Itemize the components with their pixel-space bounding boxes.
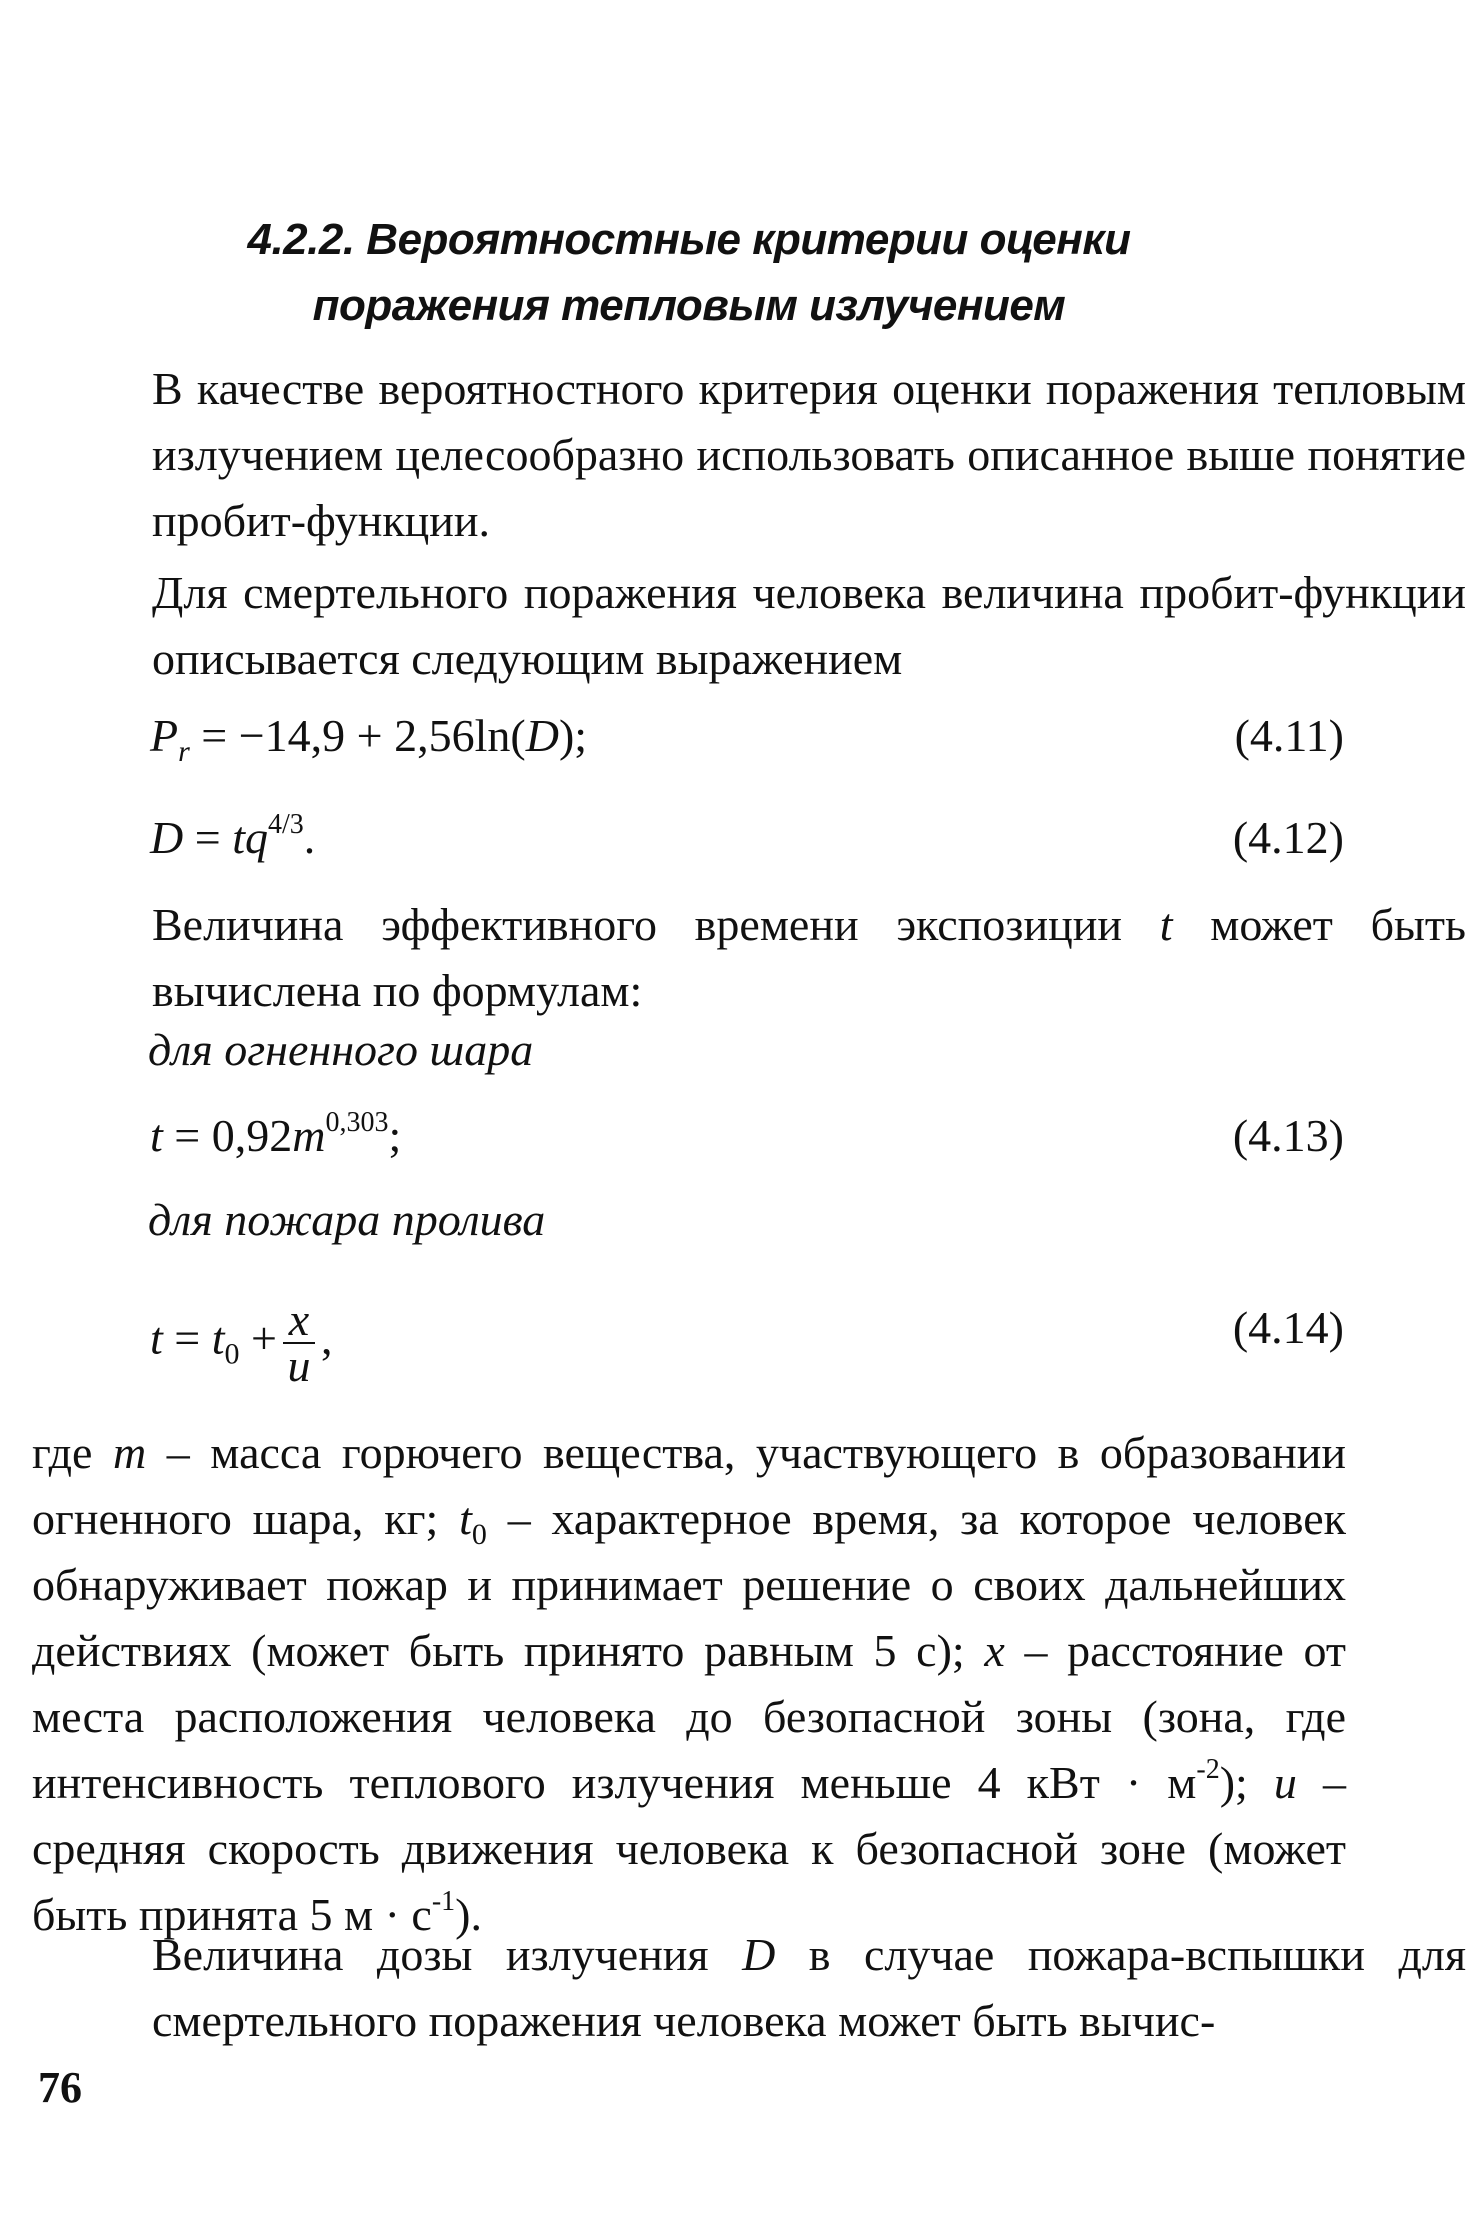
equation-number-4-14: (4.14): [1232, 1302, 1344, 1353]
fraction-x-over-u: $\frac{x}{u}$: [283, 1298, 315, 1388]
page-number: 76: [38, 2063, 82, 2112]
paragraph-variable-definitions: где m – масса горючего вещества, участвующего в образовании огненного шара, кг; $t_0$ – характерное время, за которое человек обнаруживает пожар и принимает решение о своих дальнейших действиях (может быть принято равным 5 с); x – расстояние от места расположения человека до безопасной зоны (зона, где интенсивность теплового излучения меньше 4 кВт · $м^{-2}$); u – средняя скорость движения человека к безопасной зоне (может быть принята 5 $м \cdot с^{-1}$).: [32, 1427, 1347, 1940]
label-spill-fire: для пожара пролива: [148, 1194, 546, 1245]
equation-number-4-13: (4.13): [1232, 1110, 1344, 1161]
formula-4-11: $P_r = -14,9 + 2,56\ln(D)$;: [150, 710, 588, 768]
equation-number-4-11: (4.11): [1234, 710, 1344, 761]
paragraph-radiation-dose: Величина дозы излучения D в случае пожара-вспышки для смертельного поражения человека может быть вычис-: [152, 1929, 1466, 2046]
paragraph-probit: Для смертельного поражения человека величина пробит-функции описывается следующим выражением: [152, 567, 1466, 684]
paragraph-exposure-time: Величина эффективного времени экспозиции t может быть вычислена по формулам:: [152, 899, 1466, 1016]
section-heading-line1: 4.2.2. Вероятностные критерии оценки: [247, 215, 1131, 264]
formula-4-13: $t = 0,92m^{0,303}$;: [150, 1107, 402, 1161]
section-heading-line2: поражения тепловым излучением: [312, 281, 1066, 330]
equation-number-4-12: (4.12): [1232, 812, 1344, 863]
paragraph-intro: В качестве вероятностного критерия оценки поражения тепловым излучением целесообразно использовать описанное выше понятие пробит-функции.: [152, 363, 1466, 546]
label-fireball: для огненного шара: [148, 1024, 534, 1075]
formula-4-14: $t = t_0$ + $\frac{x}{u}$ ,: [150, 1294, 333, 1391]
formula-4-12: $D = tq^{4/3}$.: [150, 809, 316, 863]
